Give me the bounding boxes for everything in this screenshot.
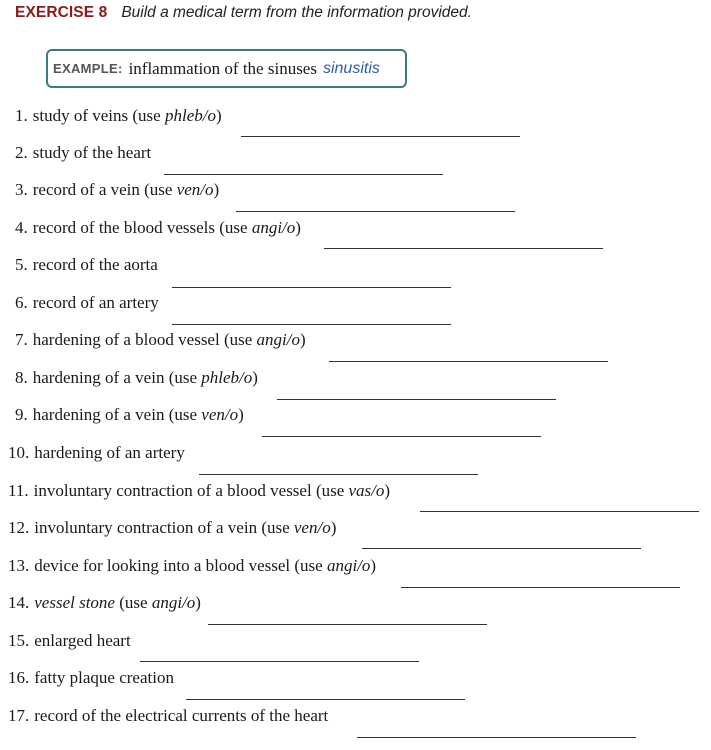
item-text <box>33 330 306 350</box>
item-prompt: hardening of a vein (use <box>32 405 202 424</box>
exercise-item <box>8 481 390 503</box>
exercise-label: EXERCISE 8 <box>15 4 108 21</box>
exercise-item <box>8 556 376 578</box>
item-suffix: (use angi/o) <box>114 593 201 612</box>
exercise-item <box>8 668 174 690</box>
item-text <box>34 706 328 726</box>
item-text <box>33 106 222 126</box>
answer-blank[interactable] <box>420 511 699 512</box>
item-combining-form: phleb/o <box>201 368 253 387</box>
item-text <box>33 368 258 388</box>
item-prompt: record of the blood vessels (use <box>32 218 252 237</box>
item-number: 11. <box>8 481 29 500</box>
exercise-item <box>15 143 151 165</box>
answer-blank[interactable] <box>362 548 641 549</box>
example-label: EXAMPLE: <box>53 61 123 76</box>
example-text: inflammation of the sinuses <box>128 58 317 78</box>
item-suffix: ) <box>215 106 222 125</box>
item-number: 16. <box>8 668 30 687</box>
item-prompt: study of the heart <box>32 143 152 162</box>
answer-blank[interactable] <box>172 324 451 325</box>
item-suffix: ) <box>295 218 301 237</box>
item-number: 15. <box>8 631 30 650</box>
item-number: 13. <box>8 556 30 575</box>
item-prompt: record of a vein (use <box>32 180 177 199</box>
item-suffix: ) <box>370 556 377 575</box>
item-prompt: record of the aorta <box>32 255 158 274</box>
item-text <box>34 443 185 463</box>
item-text <box>33 180 219 200</box>
exercise-item <box>8 443 185 465</box>
exercise-item <box>8 518 336 540</box>
answer-blank[interactable] <box>140 661 419 662</box>
item-prompt: enlarged heart <box>34 631 131 650</box>
item-number: 3. <box>15 180 28 199</box>
item-combining-form: ven/o <box>293 518 331 537</box>
item-text <box>34 593 201 613</box>
item-number: 5. <box>15 255 28 274</box>
example-answer: sinusitis <box>322 59 380 77</box>
answer-blank[interactable] <box>401 587 680 588</box>
exercise-header <box>15 4 472 24</box>
item-text <box>33 255 158 275</box>
item-combining-form: angi/o <box>326 556 371 575</box>
item-number: 12. <box>8 518 30 537</box>
exercise-item <box>8 706 328 728</box>
item-prompt: involuntary contraction of a blood vessel (use <box>33 481 349 500</box>
item-combining-form: vas/o <box>348 481 385 500</box>
exercise-item <box>15 368 258 390</box>
item-combining-form: angi/o <box>256 330 300 349</box>
item-text <box>34 631 130 651</box>
answer-blank[interactable] <box>199 474 478 475</box>
item-prompt: involuntary contraction of a vein (use <box>34 518 294 537</box>
answer-blank[interactable] <box>262 436 541 437</box>
item-text <box>34 481 390 501</box>
exercise-item <box>15 255 158 277</box>
item-text <box>33 218 301 238</box>
item-prompt: hardening of an artery <box>34 443 185 462</box>
item-number: 1. <box>15 106 28 125</box>
item-number: 7. <box>15 330 28 349</box>
exercise-item <box>15 330 306 352</box>
item-number: 14. <box>8 593 30 612</box>
item-text <box>34 668 174 688</box>
answer-blank[interactable] <box>241 136 520 137</box>
exercise-item <box>15 180 219 202</box>
item-number: 10. <box>8 443 30 462</box>
item-prompt: device for looking into a blood vessel (use <box>34 556 327 575</box>
exercise-item <box>15 106 222 128</box>
item-suffix: ) <box>238 405 244 424</box>
item-text <box>33 293 159 313</box>
item-number: 8. <box>15 368 28 387</box>
answer-blank[interactable] <box>329 361 608 362</box>
answer-blank[interactable] <box>208 624 487 625</box>
answer-blank[interactable] <box>164 174 443 175</box>
item-prompt: study of veins (use <box>32 106 165 125</box>
item-number: 9. <box>15 405 28 424</box>
item-suffix: ) <box>213 180 220 199</box>
item-combining-form: vessel stone <box>34 593 115 612</box>
exercise-item <box>8 631 131 653</box>
item-combining-form: phleb/o <box>164 106 216 125</box>
item-number: 4. <box>15 218 28 237</box>
item-number: 17. <box>8 706 30 725</box>
item-text <box>34 556 376 576</box>
exercise-item <box>15 218 301 240</box>
answer-blank[interactable] <box>277 399 556 400</box>
item-suffix: ) <box>330 518 337 537</box>
item-prompt: record of the electrical currents of the heart <box>34 706 329 725</box>
item-combining-form: angi/o <box>251 218 296 237</box>
item-number: 2. <box>15 143 28 162</box>
answer-blank[interactable] <box>186 699 465 700</box>
answer-blank[interactable] <box>357 737 636 738</box>
item-prompt: record of an artery <box>32 293 159 312</box>
exercise-item <box>15 293 159 315</box>
item-combining-form: ven/o <box>201 405 239 424</box>
item-suffix: ) <box>384 481 391 500</box>
item-suffix: ) <box>252 368 258 387</box>
answer-blank[interactable] <box>172 287 451 288</box>
item-combining-form: ven/o <box>176 180 214 199</box>
answer-blank[interactable] <box>324 248 603 249</box>
exercise-item <box>15 405 244 427</box>
item-text <box>34 518 336 538</box>
item-text <box>33 143 152 163</box>
item-prompt: hardening of a blood vessel (use <box>32 330 257 349</box>
item-suffix: ) <box>299 330 306 349</box>
item-text <box>33 405 244 425</box>
example-box <box>46 49 407 88</box>
exercise-instruction: Build a medical term from the information provided. <box>121 4 472 21</box>
item-number: 6. <box>15 293 28 312</box>
item-prompt: fatty plaque creation <box>34 668 174 687</box>
exercise-item <box>8 593 201 615</box>
item-prompt: hardening of a vein (use <box>32 368 202 387</box>
answer-blank[interactable] <box>236 211 515 212</box>
